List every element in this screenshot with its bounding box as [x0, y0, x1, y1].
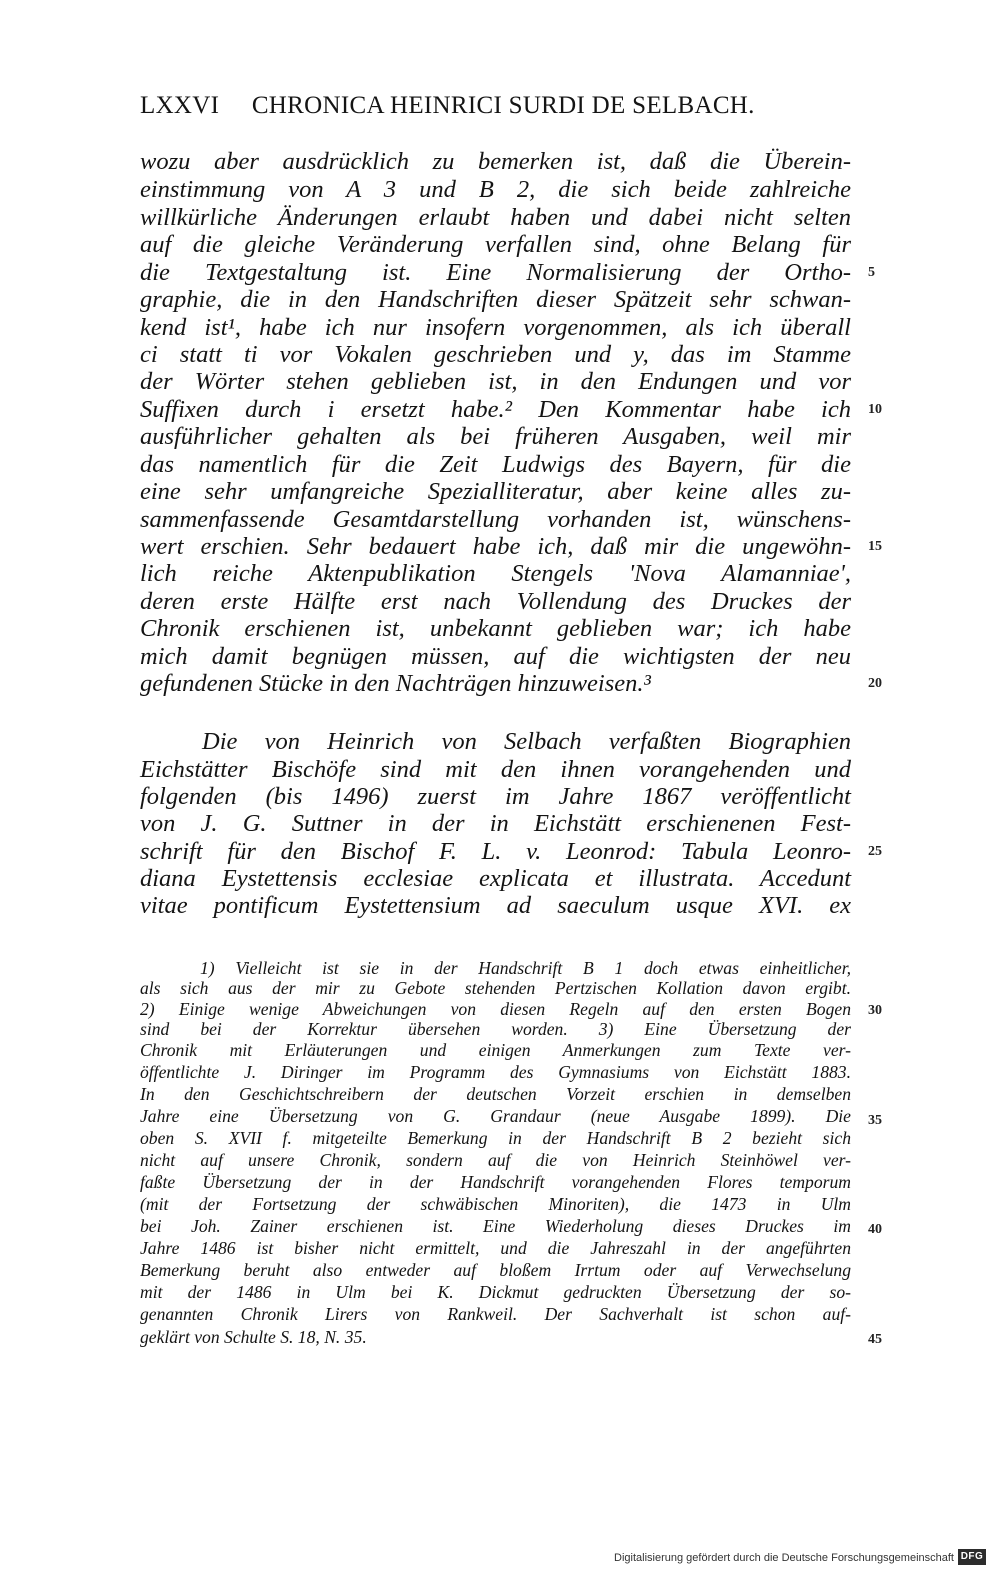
- body-line: mich damit begnügen müssen, auf die wichtigsten der neu: [140, 643, 851, 670]
- footnote-line: Bemerkung beruht also entweder auf bloßem Irrtum oder auf Verwechselung: [140, 1260, 851, 1280]
- footnote-line: oben S. XVII f. mitgeteilte Bemerkung in der Handschrift B 2 bezieht sich: [140, 1128, 851, 1148]
- body-line: diana Eystettensis ecclesiae explicata et illustrata. Accedunt: [140, 865, 851, 892]
- footnote-line: 1) Vielleicht ist sie in der Handschrift B 1 doch etwas einheitlicher,: [200, 958, 851, 978]
- digitization-credit: Digitalisierung gefördert durch die Deutsche Forschungsgemeinschaft: [614, 1552, 954, 1564]
- body-line: ausführlicher gehalten als bei früheren Ausgaben, weil mir: [140, 423, 851, 450]
- body-line: Suffixen durch i ersetzt habe.² Den Kommentar habe ich: [140, 396, 851, 423]
- body-line: ci statt ti vor Vokalen geschrieben und y, das im Stamme: [140, 341, 851, 368]
- body-line: lich reiche Aktenpublikation Stengels 'Nova Alamanniae',: [140, 560, 851, 587]
- body-line: kend ist¹, habe ich nur insofern vorgenommen, als ich überall: [140, 314, 851, 341]
- body-line: auf die gleiche Veränderung verfallen sind, ohne Belang für: [140, 231, 851, 258]
- footnote-line: mit der 1486 in Ulm bei K. Dickmut gedruckten Übersetzung der so-: [140, 1282, 851, 1302]
- body-line: der Wörter stehen geblieben ist, in den Endungen und vor: [140, 368, 851, 395]
- margin-line-number: 20: [868, 676, 882, 691]
- footnote-line: als sich aus der mir zu Gebote stehenden Pertzischen Kollation davon ergibt.: [140, 978, 851, 998]
- footnote-line: faßte Übersetzung der in der Handschrift vorangehenden Flores temporum: [140, 1172, 851, 1192]
- footnote-line: Jahre eine Übersetzung von G. Grandaur (neue Ausgabe 1899). Die: [140, 1106, 851, 1126]
- footnote-line: Chronik mit Erläuterungen und einigen Anmerkungen zum Texte ver-: [140, 1040, 851, 1060]
- margin-line-number: 30: [868, 1003, 882, 1018]
- body-line: graphie, die in den Handschriften dieser Spätzeit sehr schwan-: [140, 286, 851, 313]
- body-line: einstimmung von A 3 und B 2, die sich beide zahlreiche: [140, 176, 851, 203]
- margin-line-number: 5: [868, 265, 875, 280]
- body-line: eine sehr umfangreiche Spezialliteratur, aber keine alles zu-: [140, 478, 851, 505]
- margin-line-number: 40: [868, 1222, 882, 1237]
- running-title: CHRONICA HEINRICI SURDI DE SELBACH.: [251, 92, 755, 119]
- footnote-line: nicht auf unsere Chronik, sondern auf die von Heinrich Steinhöwel ver-: [140, 1150, 851, 1170]
- body-line: das namentlich für die Zeit Ludwigs des Bayern, für die: [140, 451, 851, 478]
- body-line: Eichstätter Bischöfe sind mit den ihnen vorangehenden und: [140, 756, 851, 783]
- margin-line-number: 10: [868, 402, 882, 417]
- footnote-line: bei Joh. Zainer erschienen ist. Eine Wiederholung dieses Druckes im: [140, 1216, 851, 1236]
- dfg-logo: DFG: [958, 1549, 986, 1565]
- footnote-line: genannten Chronik Lirers von Rankweil. Der Sachverhalt ist schon auf-: [140, 1304, 851, 1324]
- footnote-line: geklärt von Schulte S. 18, N. 35.: [140, 1327, 367, 1347]
- body-line: willkürliche Änderungen erlaubt haben und dabei nicht selten: [140, 204, 851, 231]
- body-line: schrift für den Bischof F. L. v. Leonrod: Tabula Leonro-: [140, 838, 851, 865]
- body-line: wozu aber ausdrücklich zu bemerken ist, daß die Überein-: [140, 148, 851, 175]
- margin-line-number: 35: [868, 1113, 882, 1128]
- page-number: LXXVI: [140, 92, 220, 119]
- footnote-line: Jahre 1486 ist bisher nicht ermittelt, und die Jahreszahl in der angeführten: [140, 1238, 851, 1258]
- body-line: deren erste Hälfte erst nach Vollendung des Druckes der: [140, 588, 851, 615]
- margin-line-number: 25: [868, 844, 882, 859]
- body-line: vitae pontificum Eystettensium ad saeculum usque XVI. ex: [140, 892, 851, 919]
- footnote-line: sind bei der Korrektur übersehen worden. 3) Eine Übersetzung der: [140, 1019, 851, 1039]
- running-header: [140, 92, 755, 120]
- margin-line-number: 15: [868, 539, 882, 554]
- footnote-line: (mit der Fortsetzung der schwäbischen Minoriten), die 1473 in Ulm: [140, 1194, 851, 1214]
- body-line: die Textgestaltung ist. Eine Normalisierung der Ortho-: [140, 259, 851, 286]
- body-line: wert erschien. Sehr bedauert habe ich, daß mir die ungewöhn-: [140, 533, 851, 560]
- footnote-line: In den Geschichtschreibern der deutschen Vorzeit erschien in demselben: [140, 1084, 851, 1104]
- body-line: Die von Heinrich von Selbach verfaßten Biographien: [202, 728, 851, 755]
- footnote-line: 2) Einige wenige Abweichungen von diesen Regeln auf den ersten Bogen: [140, 999, 851, 1019]
- footnote-line: öffentlichte J. Diringer im Programm des Gymnasiums von Eichstätt 1883.: [140, 1062, 851, 1082]
- margin-line-number: 45: [868, 1332, 882, 1347]
- body-line: sammenfassende Gesamtdarstellung vorhanden ist, wünschens-: [140, 506, 851, 533]
- body-line: gefundenen Stücke in den Nachträgen hinzuweisen.³: [140, 670, 651, 697]
- body-line: folgenden (bis 1496) zuerst im Jahre 1867 veröffentlicht: [140, 783, 851, 810]
- body-line: Chronik erschienen ist, unbekannt geblieben war; ich habe: [140, 615, 851, 642]
- body-line: von J. G. Suttner in der in Eichstätt erschienenen Fest-: [140, 810, 851, 837]
